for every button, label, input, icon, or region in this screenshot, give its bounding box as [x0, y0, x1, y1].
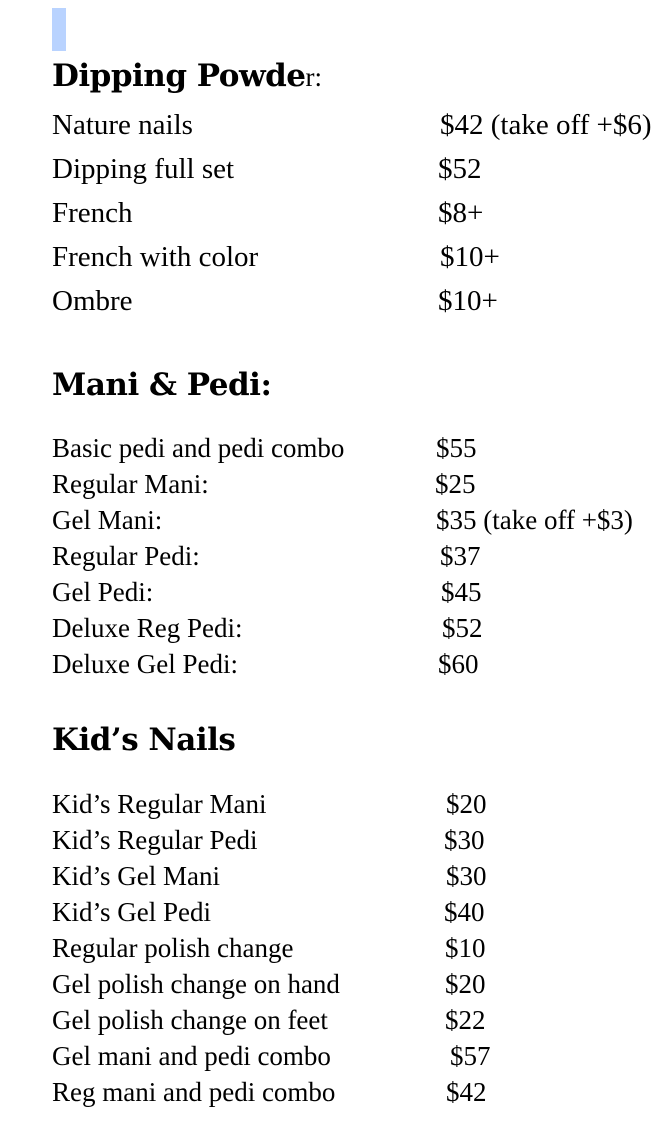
service-name: Gel mani and pedi combo	[52, 1041, 331, 1071]
service-price: $40	[444, 897, 485, 927]
list-item	[52, 284, 670, 318]
service-price: $42	[446, 1077, 487, 1107]
service-name: French	[52, 197, 133, 229]
service-name: Ombre	[52, 285, 133, 317]
service-price: $37	[440, 541, 481, 571]
service-price: $45	[441, 577, 482, 607]
section-heading-kids-nails: Kid’s Nails	[52, 722, 236, 758]
list-item	[52, 431, 670, 465]
list-item	[52, 539, 670, 573]
list-item	[52, 859, 670, 893]
service-price: $52	[438, 153, 482, 185]
service-name: Gel polish change on hand	[52, 969, 340, 999]
service-price: $30	[446, 861, 487, 891]
list-item	[52, 967, 670, 1001]
list-item	[52, 787, 670, 821]
service-price: $35 (take off +$3)	[436, 505, 633, 535]
service-name: French with color	[52, 241, 259, 273]
list-item	[52, 467, 670, 501]
service-price: $25	[435, 469, 476, 499]
service-name: Gel Mani:	[52, 505, 163, 535]
list-item	[52, 196, 670, 230]
service-name: Gel polish change on feet	[52, 1005, 328, 1035]
service-name: Kid’s Regular Pedi	[52, 825, 258, 855]
list-item	[52, 152, 670, 186]
list-item	[52, 1075, 670, 1109]
service-price: $30	[444, 825, 485, 855]
service-price: $20	[446, 789, 487, 819]
list-item	[52, 931, 670, 965]
heading-tail-text: r:	[305, 62, 323, 92]
text-cursor-highlight	[52, 8, 66, 51]
service-name: Basic pedi and pedi combo	[52, 433, 345, 463]
service-price: $60	[438, 649, 479, 679]
list-item	[52, 240, 670, 274]
section-heading-dipping-powder	[52, 56, 322, 97]
service-name: Reg mani and pedi combo	[52, 1077, 336, 1107]
list-item	[52, 1039, 670, 1073]
service-name: Deluxe Reg Pedi:	[52, 613, 243, 643]
service-name: Nature nails	[52, 109, 193, 141]
service-price: $8+	[438, 197, 484, 229]
list-item	[52, 823, 670, 857]
heading-main-text: Dipping Powde	[52, 58, 306, 94]
list-item	[52, 611, 670, 645]
service-name: Kid’s Regular Mani	[52, 789, 267, 819]
service-name: Deluxe Gel Pedi:	[52, 649, 238, 679]
service-name: Regular Mani:	[52, 469, 209, 499]
service-price: $57	[450, 1041, 491, 1071]
list-item	[52, 503, 670, 537]
service-price: $20	[445, 969, 486, 999]
list-item	[52, 647, 670, 681]
service-price: $55	[436, 433, 477, 463]
service-name: Kid’s Gel Pedi	[52, 897, 211, 927]
service-name: Kid’s Gel Mani	[52, 861, 220, 891]
service-price: $10+	[438, 285, 498, 317]
service-price: $22	[445, 1005, 486, 1035]
service-price: $10	[445, 933, 486, 963]
service-price: $52	[442, 613, 483, 643]
service-name: Dipping full set	[52, 153, 235, 185]
list-item	[52, 1003, 670, 1037]
list-item	[52, 895, 670, 929]
service-name: Regular Pedi:	[52, 541, 200, 571]
section-heading-mani-pedi: Mani & Pedi:	[52, 367, 272, 403]
service-name: Gel Pedi:	[52, 577, 154, 607]
list-item	[52, 575, 670, 609]
service-price: $10+	[440, 241, 500, 273]
service-price: $42 (take off +$6)	[440, 109, 652, 141]
list-item	[52, 108, 670, 142]
service-name: Regular polish change	[52, 933, 294, 963]
